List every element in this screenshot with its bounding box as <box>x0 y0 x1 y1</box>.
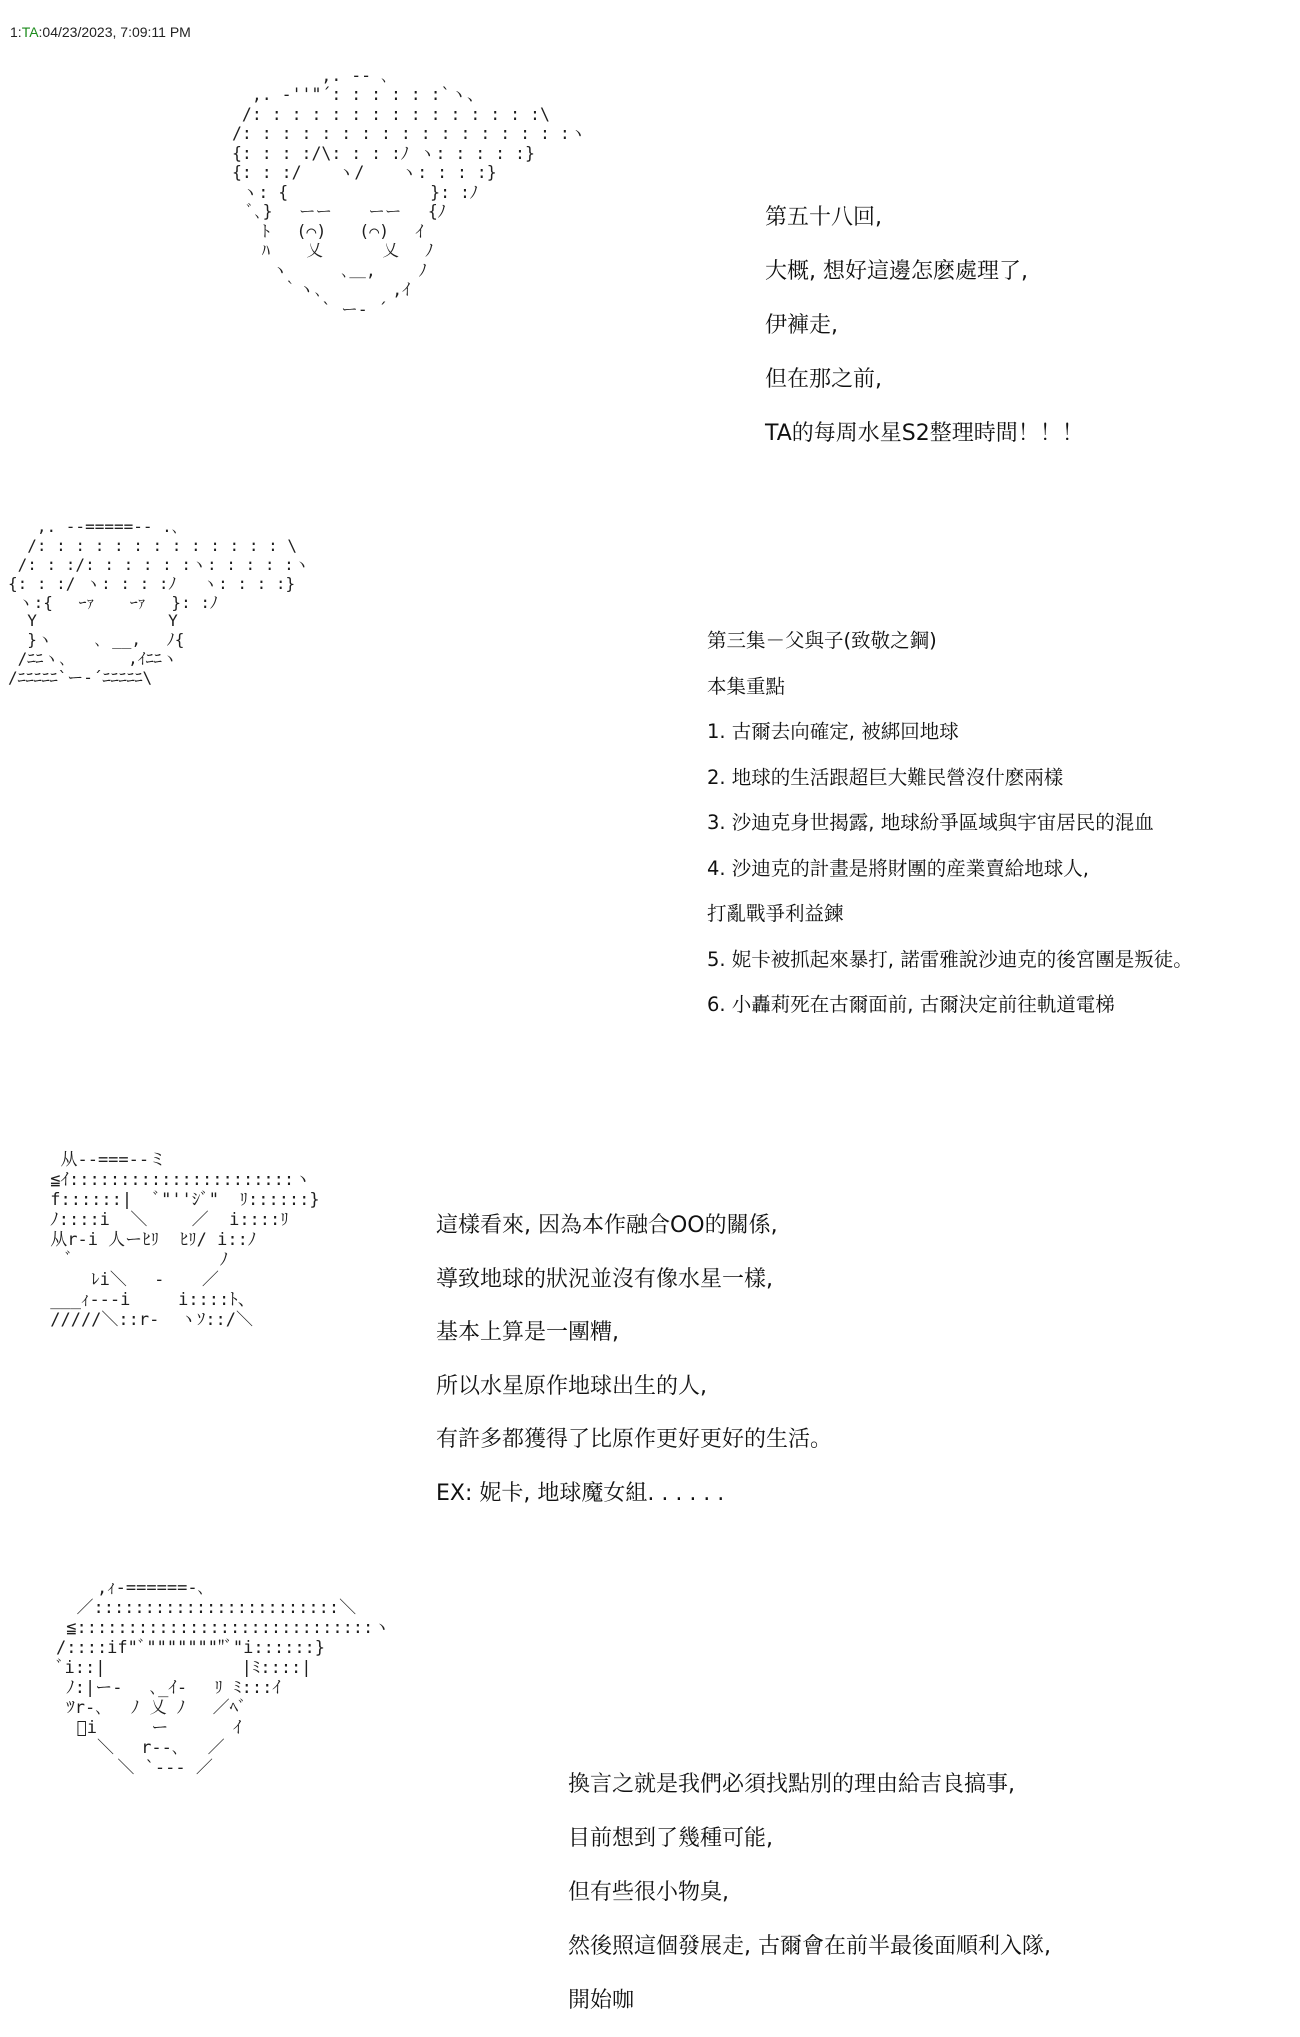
text-line: 第五十八回, <box>765 205 882 230</box>
post-header <box>10 24 191 40</box>
text-line: 導致地球的狀況並沒有像水星一樣, <box>436 1266 773 1292</box>
text-line: 5. 妮卡被抓起來暴打, 諾雷雅說沙迪克的後宮團是叛徒。 <box>707 947 1193 971</box>
ascii-art-face-1: ,. -‐ ､ ,. ‐''"´: : : : : :`ヽ、 /: : : : : : : : : : : : : : :\ /: : : : : : : : : : : : : : : : :ヽ {: : : :/\: : : :ﾉ ヽ: : : : :} {: : :/ ヽ/ ヽ: : : :} ヽ: { }: :ﾉ ﾞ､} ーー ーー {ﾉ ﾄ (⌒) (⌒) ｲ ﾊ 乂 乂 ﾉ ヽ ､＿, ﾉ ｀ヽ､ ,ｲ ` ー‐ ´ <box>232 66 587 319</box>
text-line: 有許多都獲得了比原作更好更好的生活。 <box>436 1427 833 1452</box>
post-index: 1: <box>10 24 22 40</box>
text-line: 4. 沙迪克的計畫是將財團的産業賣給地球人, <box>707 856 1090 880</box>
text-line: 2. 地球的生活跟超巨大難民營沒什麽兩樣 <box>707 765 1064 789</box>
text-line: 3. 沙迪克身世揭露, 地球紛爭區域與宇宙居民的混血 <box>707 811 1154 834</box>
text-line: TA的每周水星S2整理時間！！！ <box>765 421 1084 446</box>
text-line: 伊褲走, <box>765 313 838 338</box>
text-line: 第三集－父與子(致敬之鋼) <box>707 629 937 652</box>
text-line: EX: 妮卡, 地球魔女組. . . . . . <box>436 1480 725 1506</box>
text-block-episode-summary <box>707 625 1193 1035</box>
text-block-intro <box>765 200 1084 470</box>
ascii-art-face-2: ,. -‐=====‐- .､ /: : : : : : : : : : : : : \ /: : :/: : : : : :ヽ: : : : :ヽ {: : :/ ヽ: : : :ﾉ ヽ: : : :} ヽ:{ ｰｧ ｰｧ }: :ﾉ Y Y }ヽ ､ __, ﾉ{ /ﾆﾆヽ､ ,ｲﾆﾆヽ /ﾆﾆﾆﾆﾆ`ー‐´ﾆﾆﾆﾆﾆ\ <box>8 517 310 687</box>
text-line: 基本上算是一團糟, <box>436 1320 619 1345</box>
text-line: 目前想到了幾種可能, <box>568 1826 773 1851</box>
ascii-art-face-4: ,ｨ-======-､ ／::::::::::::::::::::::::＼ ≦:::::::::::::::::::::::::::::ヽ /::::if"ﾞ""""""""ﾞ"i::::::} ﾞi::| |ﾐ::::| ﾉ:|ー- ､_ｲ- ﾘ ﾐ:::ｲ ﾂr-､ ﾉ 乂 ﾉ ／ﾍﾞ ﾞi ー ｲ ＼ r--､ ／ ＼ `--- ／ <box>56 1578 391 1779</box>
text-line: 打亂戰爭利益鍊 <box>707 902 844 925</box>
text-block-plan <box>568 1767 1051 2037</box>
text-line: 6. 小轟莉死在古爾面前, 古爾決定前往軌道電梯 <box>707 993 1115 1016</box>
text-line: 1. 古爾去向確定, 被綁回地球 <box>707 720 959 743</box>
text-line: 本集重點 <box>707 674 786 698</box>
text-line: 這樣看來, 因為本作融合OO的關係, <box>436 1213 778 1238</box>
ascii-art-face-3: 从--===--ミ ≦ｲ::::::::::::::::::::::ヽ f::::::| ﾞ"''ｼﾞ" ﾘ::::::} ﾉ::::i ＼ ／ i::::ﾘ 从r-i 人ーﾋﾘ ﾋﾘ/ i::ﾉ ﾞ ﾉ ﾚi＼ ‐ ／ ___ｨ---i i::::ﾄ、 /////＼::r- ヽｿ::/＼ <box>50 1150 320 1331</box>
text-line: 但有些很小物臭, <box>568 1880 729 1905</box>
text-line: 然後照這個發展走, 古爾會在前半最後面順利入隊, <box>568 1934 1051 1959</box>
text-line: 但在那之前, <box>765 367 882 392</box>
poster-name[interactable]: TA <box>21 24 39 40</box>
post-timestamp: :04/23/2023, 7:09:11 PM <box>38 24 191 40</box>
text-block-commentary <box>436 1208 832 1529</box>
text-line: 大概, 想好這邊怎麽處理了, <box>765 259 1028 284</box>
text-line: 開始咖 <box>568 1988 635 2013</box>
text-line: 所以水星原作地球出生的人, <box>436 1373 707 1399</box>
text-line: 換言之就是我們必須找點別的理由給吉良搞事, <box>568 1772 1015 1797</box>
